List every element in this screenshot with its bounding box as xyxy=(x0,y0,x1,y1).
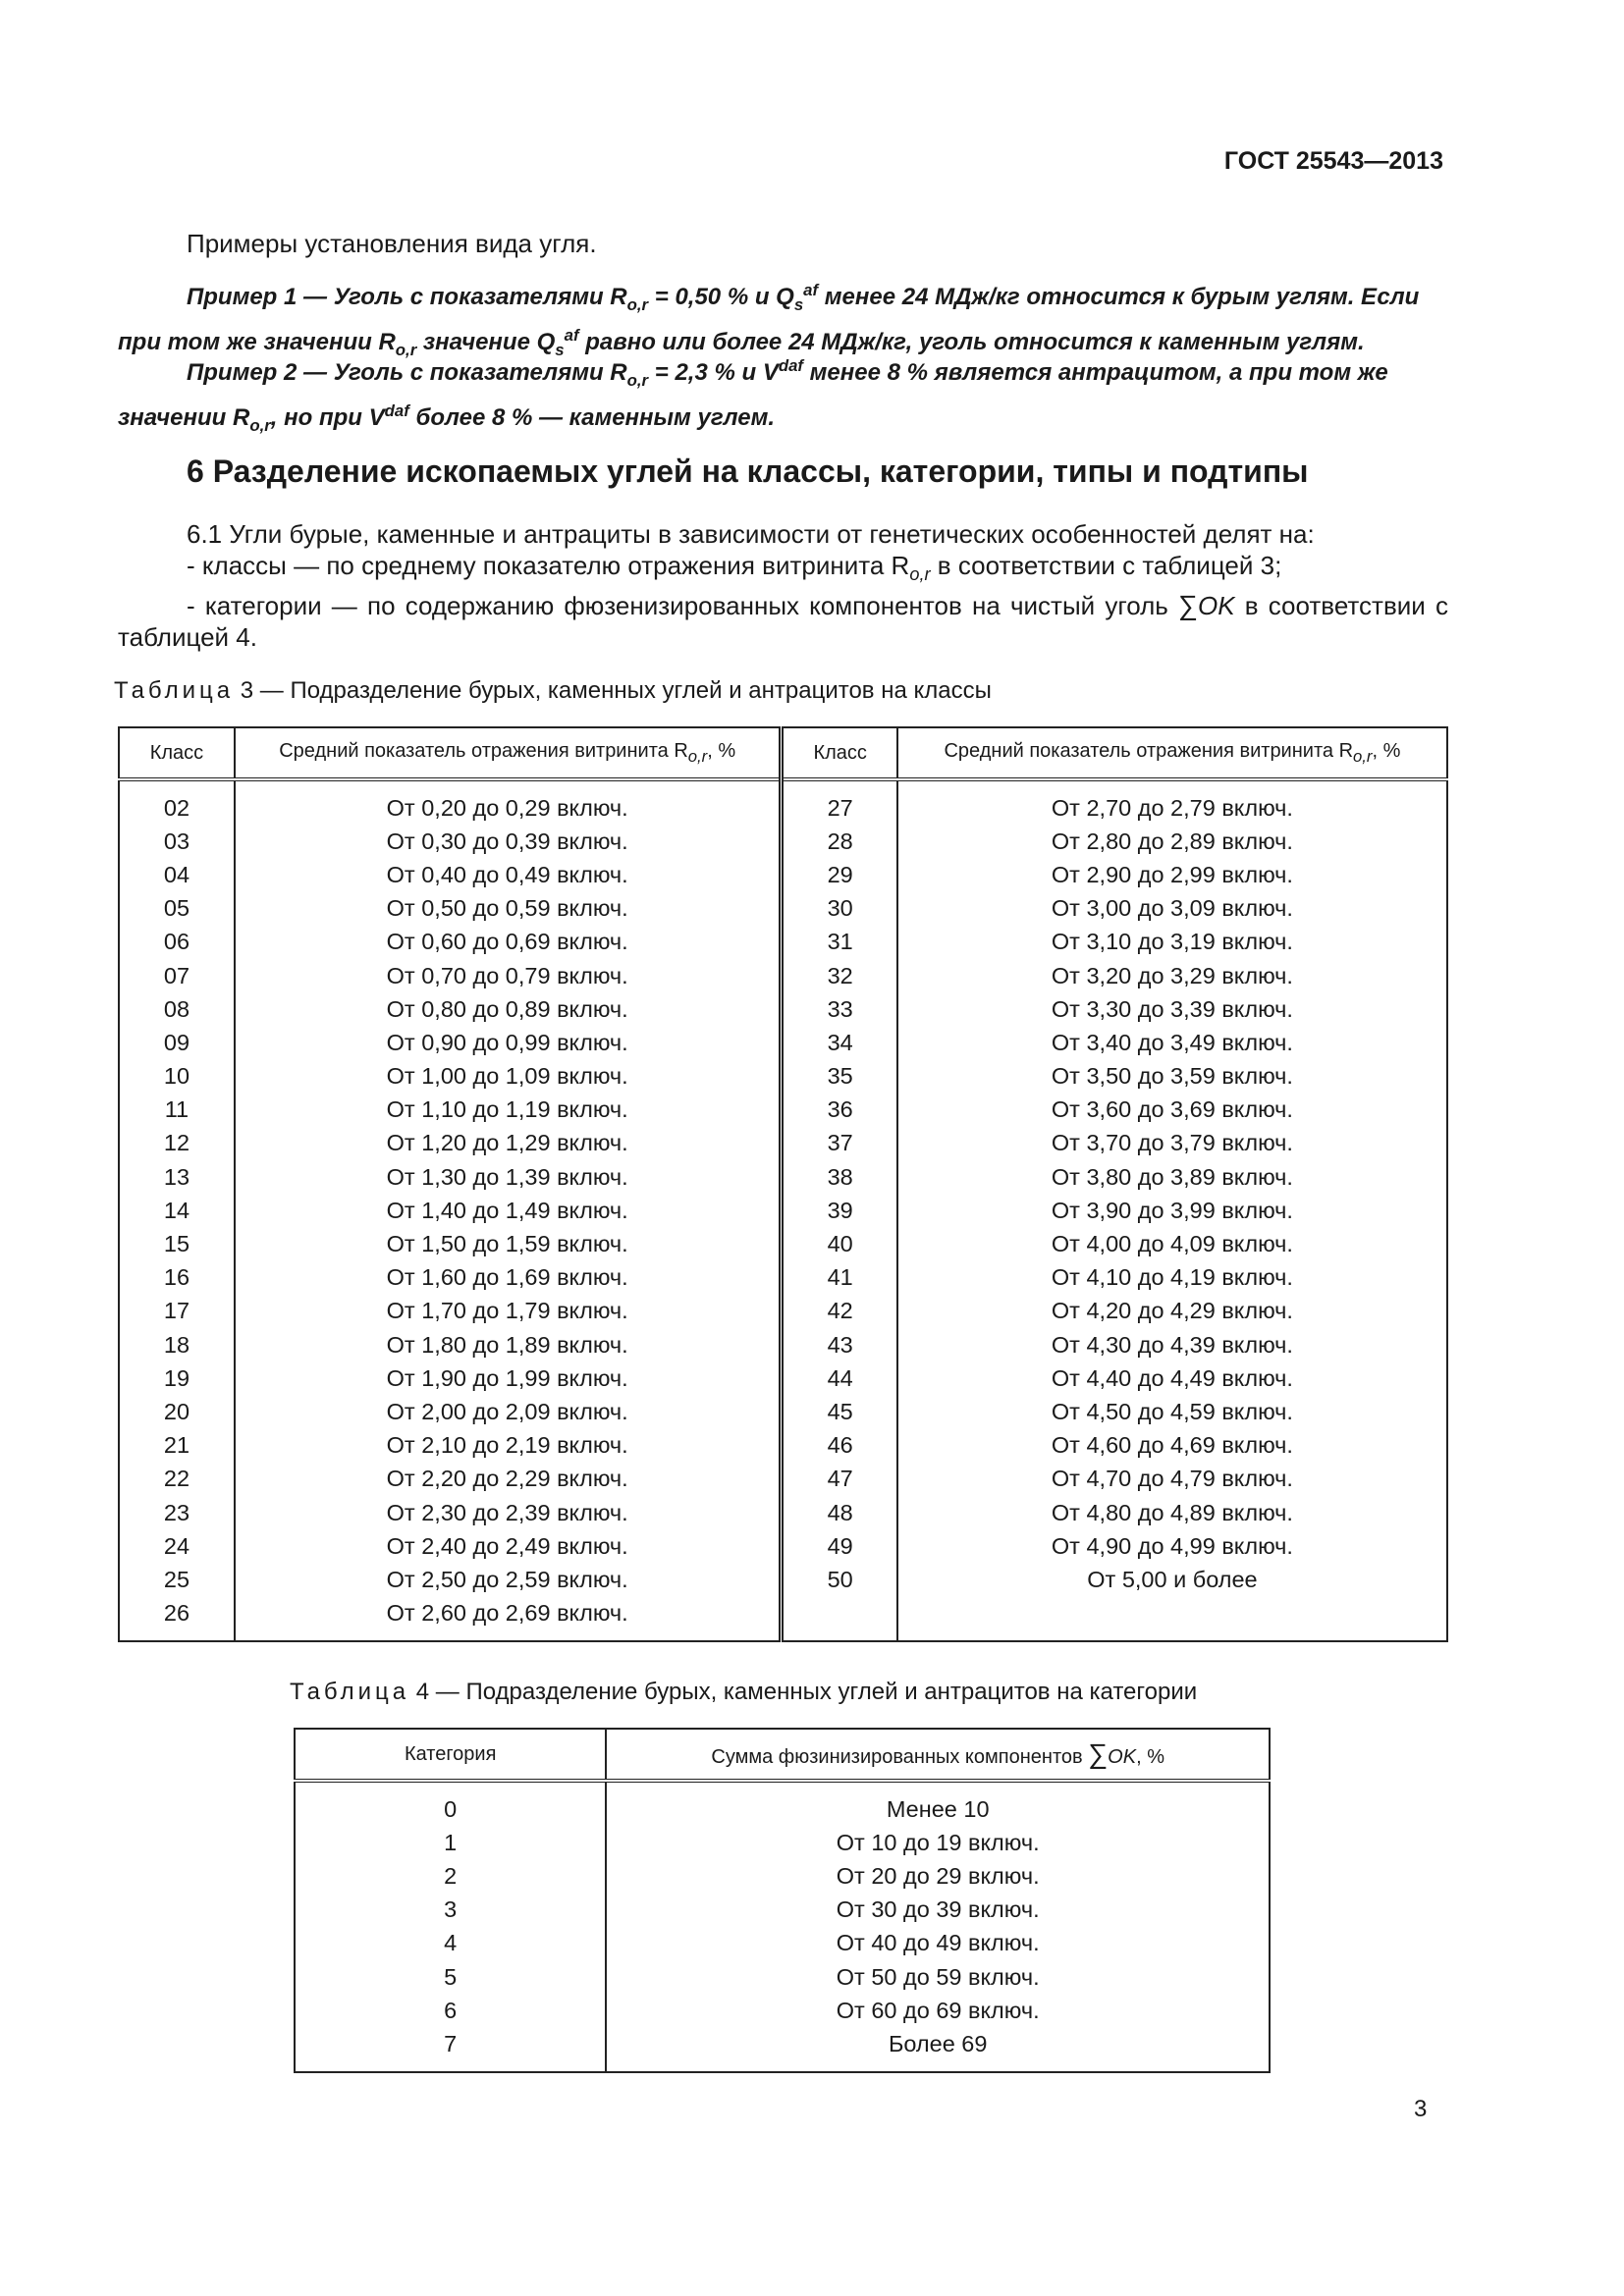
t4-header-sum: Сумма фюзинизированных компонентов ∑OK, % xyxy=(606,1729,1270,1781)
class-cell: 49 xyxy=(782,1529,897,1563)
class-cell: 29 xyxy=(782,858,897,891)
value-cell: От 4,00 до 4,09 включ. xyxy=(897,1227,1447,1260)
value-cell: От 3,70 до 3,79 включ. xyxy=(897,1127,1447,1160)
category-cell: 1 xyxy=(295,1826,606,1859)
class-cell: 34 xyxy=(782,1026,897,1059)
class-cell: 33 xyxy=(782,992,897,1026)
category-cell: 5 xyxy=(295,1960,606,1994)
category-cell: 7 xyxy=(295,2027,606,2071)
example-2: Пример 2 — Уголь с показателями $R_{o,r} = 2,3$ % и $V^{daf}$ менее 8 % является антрацитом, а при том же значении $R_{o,r}$, но при $V^{daf}$ более 8 % — каменным углем. xyxy=(118,356,1388,435)
value-cell: От 4,20 до 4,29 включ. xyxy=(897,1295,1447,1328)
value-cell: От 2,20 до 2,29 включ. xyxy=(235,1463,782,1496)
class-cell: 18 xyxy=(119,1328,235,1362)
class-cell: 40 xyxy=(782,1227,897,1260)
class-cell: 35 xyxy=(782,1060,897,1094)
class-cell: 43 xyxy=(782,1328,897,1362)
class-cell: 19 xyxy=(119,1362,235,1395)
sigma-symbol: ∑ xyxy=(1088,1738,1109,1769)
value-cell: От 4,40 до 4,49 включ. xyxy=(897,1362,1447,1395)
value-cell: От 2,70 до 2,79 включ. xyxy=(897,779,1447,825)
sum-cell: От 10 до 19 включ. xyxy=(606,1826,1270,1859)
category-cell: 6 xyxy=(295,1994,606,2027)
table-row xyxy=(119,1160,1447,1194)
value-cell: От 4,80 до 4,89 включ. xyxy=(897,1496,1447,1529)
table-row xyxy=(119,1328,1447,1362)
table-row xyxy=(295,1960,1270,1994)
value-cell: От 0,90 до 0,99 включ. xyxy=(235,1026,782,1059)
class-cell: 03 xyxy=(119,825,235,858)
value-cell: От 1,40 до 1,49 включ. xyxy=(235,1194,782,1227)
section-heading: 6 Разделение ископаемых углей на классы, категории, типы и подтипы xyxy=(187,454,1309,489)
value-cell: От 4,30 до 4,39 включ. xyxy=(897,1328,1447,1362)
class-cell: 50 xyxy=(782,1563,897,1596)
value-cell: От 3,50 до 3,59 включ. xyxy=(897,1060,1447,1094)
value-cell: От 2,50 до 2,59 включ. xyxy=(235,1563,782,1596)
value-cell: От 2,00 до 2,09 включ. xyxy=(235,1395,782,1428)
class-cell: 23 xyxy=(119,1496,235,1529)
value-cell: От 3,00 до 3,09 включ. xyxy=(897,892,1447,926)
table-3 xyxy=(118,726,1448,1642)
value-cell: От 4,50 до 4,59 включ. xyxy=(897,1395,1447,1428)
section-6-1-line2: - классы — по среднему показателю отражения витринита $R_{o,r}$ в соответствии с таблицей 3; xyxy=(187,551,1282,585)
class-cell: 31 xyxy=(782,926,897,959)
value-cell: От 3,30 до 3,39 включ. xyxy=(897,992,1447,1026)
class-cell: 26 xyxy=(119,1597,235,1641)
category-cell: 2 xyxy=(295,1859,606,1893)
value-cell: От 2,40 до 2,49 включ. xyxy=(235,1529,782,1563)
table-row xyxy=(295,1927,1270,1960)
class-cell: 08 xyxy=(119,992,235,1026)
value-cell: От 5,00 и более xyxy=(897,1563,1447,1596)
table-row xyxy=(119,992,1447,1026)
value-cell: От 1,30 до 1,39 включ. xyxy=(235,1160,782,1194)
table-row xyxy=(295,2027,1270,2071)
value-cell: От 2,90 до 2,99 включ. xyxy=(897,858,1447,891)
sum-cell: От 60 до 69 включ. xyxy=(606,1994,1270,2027)
value-cell: От 3,20 до 3,29 включ. xyxy=(897,959,1447,992)
table-row xyxy=(119,1496,1447,1529)
t3-header-class: Класс xyxy=(119,727,235,779)
table-row xyxy=(119,1429,1447,1463)
section-6-1-line1: 6.1 Угли бурые, каменные и антрациты в зависимости от генетических особенностей делят на: xyxy=(187,519,1315,549)
table-row xyxy=(119,1094,1447,1127)
value-cell: От 1,10 до 1,19 включ. xyxy=(235,1094,782,1127)
class-cell: 48 xyxy=(782,1496,897,1529)
t4-header-category: Категория xyxy=(295,1729,606,1781)
class-cell: 30 xyxy=(782,892,897,926)
t3-header-class-2: Класс xyxy=(782,727,897,779)
value-cell: От 4,90 до 4,99 включ. xyxy=(897,1529,1447,1563)
table-row xyxy=(119,1261,1447,1295)
sum-cell: Менее 10 xyxy=(606,1781,1270,1826)
class-cell: 09 xyxy=(119,1026,235,1059)
value-cell: От 0,20 до 0,29 включ. xyxy=(235,779,782,825)
class-cell: 17 xyxy=(119,1295,235,1328)
table-row xyxy=(119,1529,1447,1563)
class-cell: 14 xyxy=(119,1194,235,1227)
value-cell: От 0,80 до 0,89 включ. xyxy=(235,992,782,1026)
class-cell: 13 xyxy=(119,1160,235,1194)
class-cell: 11 xyxy=(119,1094,235,1127)
table-row xyxy=(295,1826,1270,1859)
table-row xyxy=(119,959,1447,992)
table-row xyxy=(295,1894,1270,1927)
examples-intro: Примеры установления вида угля. xyxy=(187,229,597,258)
table-row xyxy=(119,1295,1447,1328)
table-row xyxy=(119,1127,1447,1160)
table-row xyxy=(295,1994,1270,2027)
value-cell: От 3,40 до 3,49 включ. xyxy=(897,1026,1447,1059)
value-cell: От 1,90 до 1,99 включ. xyxy=(235,1362,782,1395)
table-row xyxy=(119,1194,1447,1227)
table-row xyxy=(119,926,1447,959)
class-cell: 02 xyxy=(119,779,235,825)
class-cell: 20 xyxy=(119,1395,235,1428)
value-cell: От 1,50 до 1,59 включ. xyxy=(235,1227,782,1260)
value-cell: От 1,70 до 1,79 включ. xyxy=(235,1295,782,1328)
value-cell xyxy=(897,1597,1447,1641)
class-cell: 46 xyxy=(782,1429,897,1463)
value-cell: От 1,60 до 1,69 включ. xyxy=(235,1261,782,1295)
value-cell: От 3,60 до 3,69 включ. xyxy=(897,1094,1447,1127)
class-cell: 47 xyxy=(782,1463,897,1496)
standard-number: ГОСТ 25543—2013 xyxy=(1223,147,1443,175)
value-cell: От 1,20 до 1,29 включ. xyxy=(235,1127,782,1160)
value-cell: От 3,80 до 3,89 включ. xyxy=(897,1160,1447,1194)
value-cell: От 2,60 до 2,69 включ. xyxy=(235,1597,782,1641)
table-row xyxy=(119,779,1447,825)
section-6-1-line3: - категории — по содержанию фюзенизированных компонентов на чистый уголь ∑OK в соответствии с таблицей 4. xyxy=(118,590,1448,653)
category-cell: 3 xyxy=(295,1894,606,1927)
t3-header-value: Средний показатель отражения витринита $R_{o,r}$, % xyxy=(235,727,782,779)
class-cell: 37 xyxy=(782,1127,897,1160)
table-row xyxy=(119,1597,1447,1641)
class-cell: 25 xyxy=(119,1563,235,1596)
class-cell: 44 xyxy=(782,1362,897,1395)
sum-cell: От 20 до 29 включ. xyxy=(606,1859,1270,1893)
value-cell: От 2,30 до 2,39 включ. xyxy=(235,1496,782,1529)
class-cell: 22 xyxy=(119,1463,235,1496)
sum-cell: От 30 до 39 включ. xyxy=(606,1894,1270,1927)
class-cell: 27 xyxy=(782,779,897,825)
class-cell: 16 xyxy=(119,1261,235,1295)
class-cell: 07 xyxy=(119,959,235,992)
class-cell: 42 xyxy=(782,1295,897,1328)
class-cell: 39 xyxy=(782,1194,897,1227)
table4-caption: Таблица 4 — Подразделение бурых, каменных углей и антрацитов на категории xyxy=(290,1679,1198,1705)
table-row xyxy=(119,825,1447,858)
value-cell: От 0,70 до 0,79 включ. xyxy=(235,959,782,992)
class-cell: 28 xyxy=(782,825,897,858)
value-cell: От 4,10 до 4,19 включ. xyxy=(897,1261,1447,1295)
value-cell: От 0,50 до 0,59 включ. xyxy=(235,892,782,926)
example-1: Пример 1 — Уголь с показателями $R_{o,r} = 0,50$ % и $Q_s^{af}$ менее 24 МДж/кг относится к бурым углям. Если при том же значении $R_{o,r}$ значение $Q_s^{af}$ равно или более 24 МДж/кг, уголь относится к каменным углям. xyxy=(118,281,1420,359)
value-cell: От 2,10 до 2,19 включ. xyxy=(235,1429,782,1463)
class-cell: 38 xyxy=(782,1160,897,1194)
table-row xyxy=(119,858,1447,891)
class-cell: 36 xyxy=(782,1094,897,1127)
table-row xyxy=(119,1395,1447,1428)
class-cell: 15 xyxy=(119,1227,235,1260)
value-cell: От 2,80 до 2,89 включ. xyxy=(897,825,1447,858)
value-cell: От 4,70 до 4,79 включ. xyxy=(897,1463,1447,1496)
class-cell: 04 xyxy=(119,858,235,891)
category-cell: 0 xyxy=(295,1781,606,1826)
value-cell: От 0,30 до 0,39 включ. xyxy=(235,825,782,858)
value-cell: От 3,10 до 3,19 включ. xyxy=(897,926,1447,959)
page-number: 3 xyxy=(1414,2096,1428,2122)
table-row xyxy=(119,1227,1447,1260)
class-cell: 32 xyxy=(782,959,897,992)
sum-cell: От 40 до 49 включ. xyxy=(606,1927,1270,1960)
table-row xyxy=(119,1060,1447,1094)
table-row xyxy=(119,1026,1447,1059)
value-cell: От 4,60 до 4,69 включ. xyxy=(897,1429,1447,1463)
value-cell: От 0,40 до 0,49 включ. xyxy=(235,858,782,891)
sum-cell: Более 69 xyxy=(606,2027,1270,2071)
value-cell: От 3,90 до 3,99 включ. xyxy=(897,1194,1447,1227)
table3-caption: Таблица 3 — Подразделение бурых, каменных углей и антрацитов на классы xyxy=(114,677,992,704)
category-cell: 4 xyxy=(295,1927,606,1960)
class-cell: 21 xyxy=(119,1429,235,1463)
value-cell: От 1,00 до 1,09 включ. xyxy=(235,1060,782,1094)
class-cell: 10 xyxy=(119,1060,235,1094)
table-row xyxy=(119,1362,1447,1395)
table-row xyxy=(119,892,1447,926)
t3-header-value-2: Средний показатель отражения витринита $R_{o,r}$, % xyxy=(897,727,1447,779)
sigma-symbol: ∑ xyxy=(1178,590,1198,621)
section-6-1 xyxy=(118,518,1448,653)
class-cell xyxy=(782,1597,897,1641)
table-4 xyxy=(294,1728,1271,2073)
class-cell: 45 xyxy=(782,1395,897,1428)
sum-cell: От 50 до 59 включ. xyxy=(606,1960,1270,1994)
table-row xyxy=(119,1463,1447,1496)
class-cell: 12 xyxy=(119,1127,235,1160)
class-cell: 06 xyxy=(119,926,235,959)
table-row xyxy=(119,1563,1447,1596)
table-row xyxy=(295,1781,1270,1826)
table-row xyxy=(295,1859,1270,1893)
class-cell: 41 xyxy=(782,1261,897,1295)
class-cell: 24 xyxy=(119,1529,235,1563)
value-cell: От 1,80 до 1,89 включ. xyxy=(235,1328,782,1362)
class-cell: 05 xyxy=(119,892,235,926)
value-cell: От 0,60 до 0,69 включ. xyxy=(235,926,782,959)
